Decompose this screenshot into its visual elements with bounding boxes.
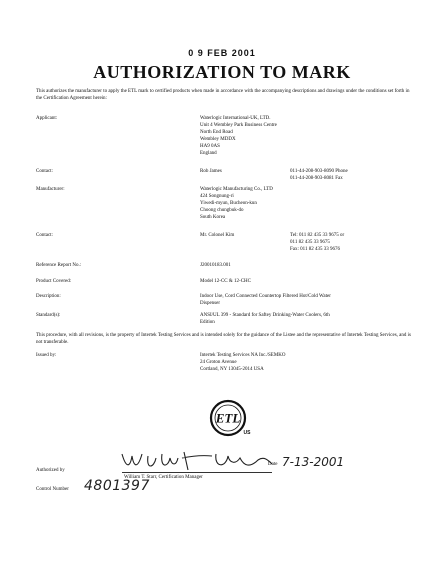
description-line: Dispenser	[200, 301, 220, 306]
address-line: Intertek Testing Services NA Inc./SEMKO	[200, 353, 286, 358]
control-number-label: Control Number	[36, 487, 69, 492]
address-line: Choong chungbuk-do	[200, 208, 244, 213]
phone-line: Fax: 011 82 435 33 9676	[290, 247, 340, 252]
address-line: England	[200, 151, 217, 156]
description-line: Indoor Use, Cord Connected Countertop Filtered Hot/Cold Water	[200, 294, 331, 299]
logo-subtext: US	[243, 430, 251, 436]
address-line: HA9 0AS	[200, 144, 220, 149]
signature-line	[122, 472, 272, 473]
stamp-date: 0 9 FEB 2001	[188, 48, 256, 58]
applicant-address	[200, 115, 277, 157]
product-value: Model 12-CC & 12-CHC	[200, 279, 251, 284]
date-label: Date	[268, 462, 278, 467]
issued-by-address	[200, 352, 286, 373]
contact-phones	[290, 168, 348, 182]
signed-date: 7-13-2001	[282, 455, 345, 469]
address-line: 24 Groton Avenue	[200, 360, 237, 365]
issued-by-label: Issued by:	[36, 353, 57, 358]
address-line: South Korea	[200, 215, 226, 220]
contact-label: Contact:	[36, 233, 53, 238]
page-title: AUTHORIZATION TO MARK	[93, 62, 351, 82]
authorized-by-label: Authorized by	[36, 468, 65, 473]
address-line: North End Road	[200, 130, 233, 135]
address-line: Waterlogic Manufacturing Co., LTD	[200, 187, 273, 192]
phone-line: Tel: 011 82 435 33 9675 or	[290, 233, 345, 238]
contact-phones	[290, 232, 344, 253]
address-line: Yiwedi-myun, Bucheon-kun	[200, 201, 257, 206]
address-line: Unit 4 Wembley Park Business Centre	[200, 123, 277, 128]
address-line: Waterlogic International-UK, LTD.	[200, 116, 271, 121]
product-label: Product Covered:	[36, 279, 72, 284]
manufacturer-address	[200, 186, 273, 221]
logo-text: ETL	[215, 410, 241, 426]
applicant-label: Applicant:	[36, 116, 58, 121]
address-line: Wembley MDDX	[200, 137, 236, 142]
report-value: J20010183.001	[200, 263, 231, 268]
standards-line: Edition	[200, 320, 215, 325]
standards-value	[200, 312, 330, 326]
phone-line: 011-44-208-903-8090 Phone	[290, 169, 348, 174]
manufacturer-label: Manufacturer:	[36, 187, 65, 192]
etl-logo-icon	[208, 398, 252, 438]
standards-line: ANSI/UL 399 - Standard for Saftey Drinking-Water Coolers, 6th	[200, 313, 330, 318]
phone-line: 011 82 435 33 9675	[290, 240, 330, 245]
notice-text: This procedure, with all revisions, is the property of Intertek Testing Services and is intended solely for the guidance of the Listee and the representative of Intertek Testing Services, and is not transferable.	[36, 333, 411, 345]
report-label: Reference Report No.:	[36, 263, 82, 268]
contact-label: Contact:	[36, 169, 53, 174]
phone-line: 011-44-208-903-8081 Fax	[290, 176, 343, 181]
signer-name: William T. Starr, Certification Manager	[124, 475, 203, 480]
address-line: 424 Songnung-ri	[200, 194, 234, 199]
description-label: Description:	[36, 294, 61, 299]
standards-label: Standard(s):	[36, 313, 61, 318]
intro-text: This authorizes the manufacturer to apply the ETL mark to certified products when made in accordance with the accompanying descriptions and drawings under the conditions set forth in the Certification Agreement herein:	[36, 89, 410, 101]
description-value	[200, 293, 331, 307]
address-line: Cortland, NY 13045-2014 USA	[200, 367, 264, 372]
contact-name: Rob James	[200, 169, 222, 174]
contact-name: Mr. Colonel Kim	[200, 233, 235, 238]
control-number: 4801397	[84, 478, 150, 494]
